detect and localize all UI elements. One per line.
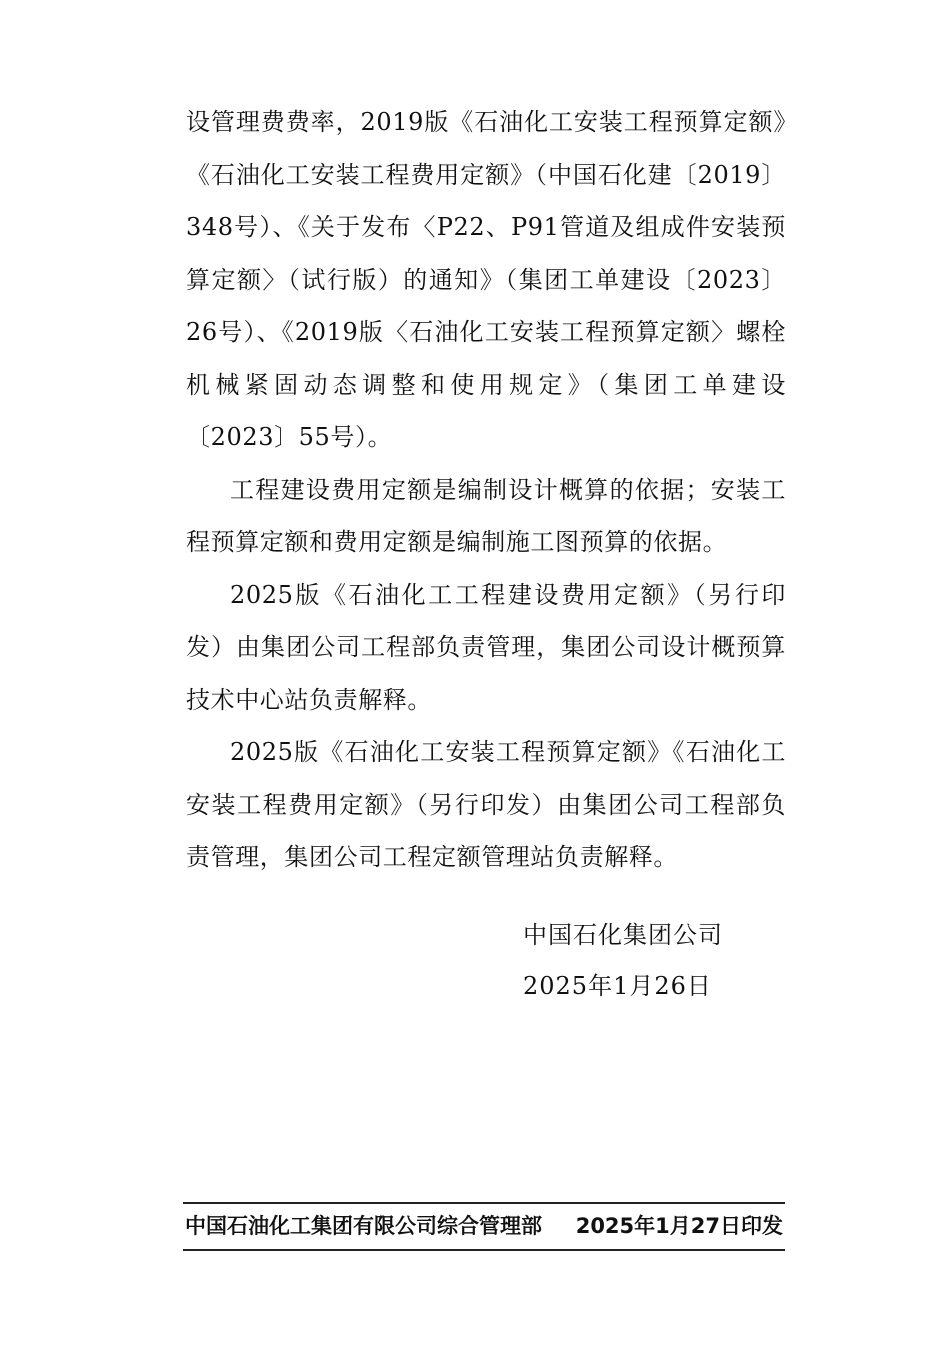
paragraph-installation-quota: 2025版《石油化工安装工程预算定额》《石油化工安装工程费用定额》（另行印发）由集团公司工程部负责管理，集团公司工程定额管理站负责解释。 (186, 738, 786, 871)
footer-bottom-rule (183, 1249, 785, 1251)
footer-print-date: 2025年1月27日印发 (575, 1214, 783, 1238)
document-footer (183, 1202, 785, 1252)
paragraph-quota-basis: 工程建设费用定额是编制设计概算的依据；安装工程预算定额和费用定额是编制施工图预算的依据。 (186, 475, 786, 556)
signature-organization: 中国石化集团公司 (523, 921, 723, 949)
paragraph-construction-fee-quota: 2025版《石油化工工程建设费用定额》（另行印发）由集团公司工程部负责管理，集团公司设计概预算技术中心站负责解释。 (186, 580, 786, 714)
paragraph-continuation: 设管理费费率，2019版《石油化工安装工程预算定额》《石油化工安装工程费用定额》（中国石化建〔2019〕348号）、《关于发布〈P22、P91管道及组成件安装预算定额〉（试行版）的通知》（集团工单建设〔2023〕26号）、《2019版〈石油化工安装工程预算定额〉螺栓机械紧固动态调整和使用规定》（集团工单建设〔2023〕55号）。 (186, 108, 786, 451)
signature-block (523, 910, 723, 1012)
footer-top-rule (183, 1202, 785, 1204)
signature-date: 2025年1月26日 (523, 972, 712, 1000)
footer-issuer: 中国石油化工集团有限公司综合管理部 (185, 1214, 542, 1238)
document-body (186, 96, 786, 884)
